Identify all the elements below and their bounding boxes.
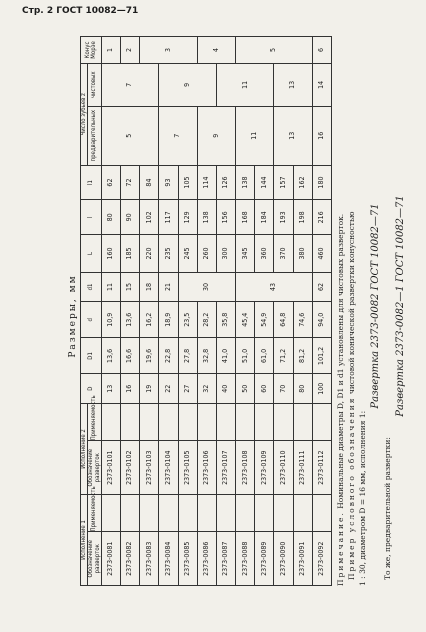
header-exec2: Исполнение 2 — [81, 403, 88, 494]
note-label: Примечание. — [336, 511, 345, 586]
example-label: Пример условного обозначения — [346, 396, 356, 580]
table-caption: Размеры, мм — [68, 274, 78, 358]
teeth-prelim: 11 — [236, 106, 274, 165]
header-teeth: Число зубьев z — [81, 63, 88, 165]
example-text: чистовой конической развертки конусностью — [346, 211, 356, 395]
teeth-finish: 13 — [274, 63, 312, 106]
table-row: 2373-0087 2373-0107 40 41,0 35,8 300 156 126 11 — [216, 37, 235, 586]
header-l: l — [81, 200, 102, 235]
header-cone: Конус Морзе — [81, 37, 102, 64]
example-line — [347, 26, 358, 586]
header-D: D — [81, 374, 102, 403]
cone-value: 6 — [312, 37, 331, 64]
header-applicability-1: Применяемость — [88, 494, 102, 531]
table-row: 2373-0086 2373-0106 32 32,8 28,2 260 138 114 9 4 — [197, 37, 216, 586]
teeth-finish: 11 — [216, 63, 274, 106]
cone-value: 2 — [121, 37, 140, 64]
header-d: d — [81, 302, 102, 338]
note-text: Номинальные диаметры D, D1 и d1 установлены для чистовых разверток. — [336, 213, 345, 509]
teeth-prelim: 9 — [197, 106, 235, 165]
same-text: То же, предварительной развертки: — [383, 437, 393, 580]
d1-merged: 43 — [236, 272, 313, 301]
teeth-prelim: 13 — [274, 106, 312, 165]
header-L: L — [81, 235, 102, 272]
table-row: 2373-0089 2373-0109 60 61,0 54,9 360 184 144 — [255, 37, 274, 586]
d1-merged: 30 — [178, 272, 236, 301]
table-row: 2373-0081 2373-0101 13 13,6 10,9 11 160 80 62 5 7 1 — [101, 37, 120, 586]
dimensions-table — [80, 36, 332, 586]
table-row: 2373-0085 2373-0105 27 27,8 23,5 30 245 129 105 — [178, 37, 197, 586]
teeth-finish: 7 — [101, 63, 159, 106]
header-prelim: предварительных — [88, 106, 102, 165]
table-row: 2373-0082 2373-0102 16 16,6 13,6 15 185 90 72 2 — [121, 37, 140, 586]
teeth-prelim: 5 — [101, 106, 159, 165]
table-row: 2373-0088 2373-0108 50 51,0 45,4 43 345 168 138 11 5 — [236, 37, 255, 586]
table-row: 2373-0091 2373-0111 80 81,2 74,6 380 198 162 — [293, 37, 312, 586]
teeth-finish: 14 — [312, 63, 331, 106]
cone-value: 4 — [197, 37, 235, 64]
table-row: 2373-0090 2373-0110 70 71,2 64,8 370 193 157 13 13 — [274, 37, 293, 586]
header-d1: d1 — [81, 272, 102, 301]
header-applicability-2: Применяемость — [88, 403, 102, 440]
table-row: 2373-0092 2373-0112 100 101,2 94,0 62 460 216 180 16 14 6 — [312, 37, 331, 586]
example-line-2: 1 : 30, диаметром D = 16 мм, исполнения 1: — [357, 410, 367, 586]
teeth-prelim: 7 — [159, 106, 197, 165]
header-l1: l1 — [81, 165, 102, 200]
header-D1: D1 — [81, 338, 102, 374]
header-exec1: Исполнение 1 — [81, 494, 88, 585]
cone-value: 5 — [236, 37, 313, 64]
table-row: 2373-0084 2373-0104 22 22,8 18,9 21 235 117 93 7 9 — [159, 37, 178, 586]
table-row: 2373-0083 2373-0103 19 19,6 16,2 18 220 102 84 3 — [140, 37, 159, 586]
designation-1: Развертка 2373-0082 ГОСТ 10082—71 — [369, 203, 381, 409]
teeth-prelim: 16 — [312, 106, 331, 165]
designation-2: Развертка 2373-0082—1 ГОСТ 10082—71 — [395, 195, 406, 417]
notes-block — [336, 26, 409, 586]
cone-value: 1 — [101, 37, 120, 64]
teeth-finish: 9 — [159, 63, 217, 106]
header-designation-2: Обозначение разверток — [88, 441, 102, 495]
header-designation-1: Обозначение разверток — [88, 532, 102, 586]
page-header: Стр. 2 ГОСТ 10082—71 — [22, 6, 139, 16]
header-finish: чистовых — [88, 63, 102, 106]
note-line — [336, 26, 347, 586]
cone-value: 3 — [140, 37, 198, 64]
